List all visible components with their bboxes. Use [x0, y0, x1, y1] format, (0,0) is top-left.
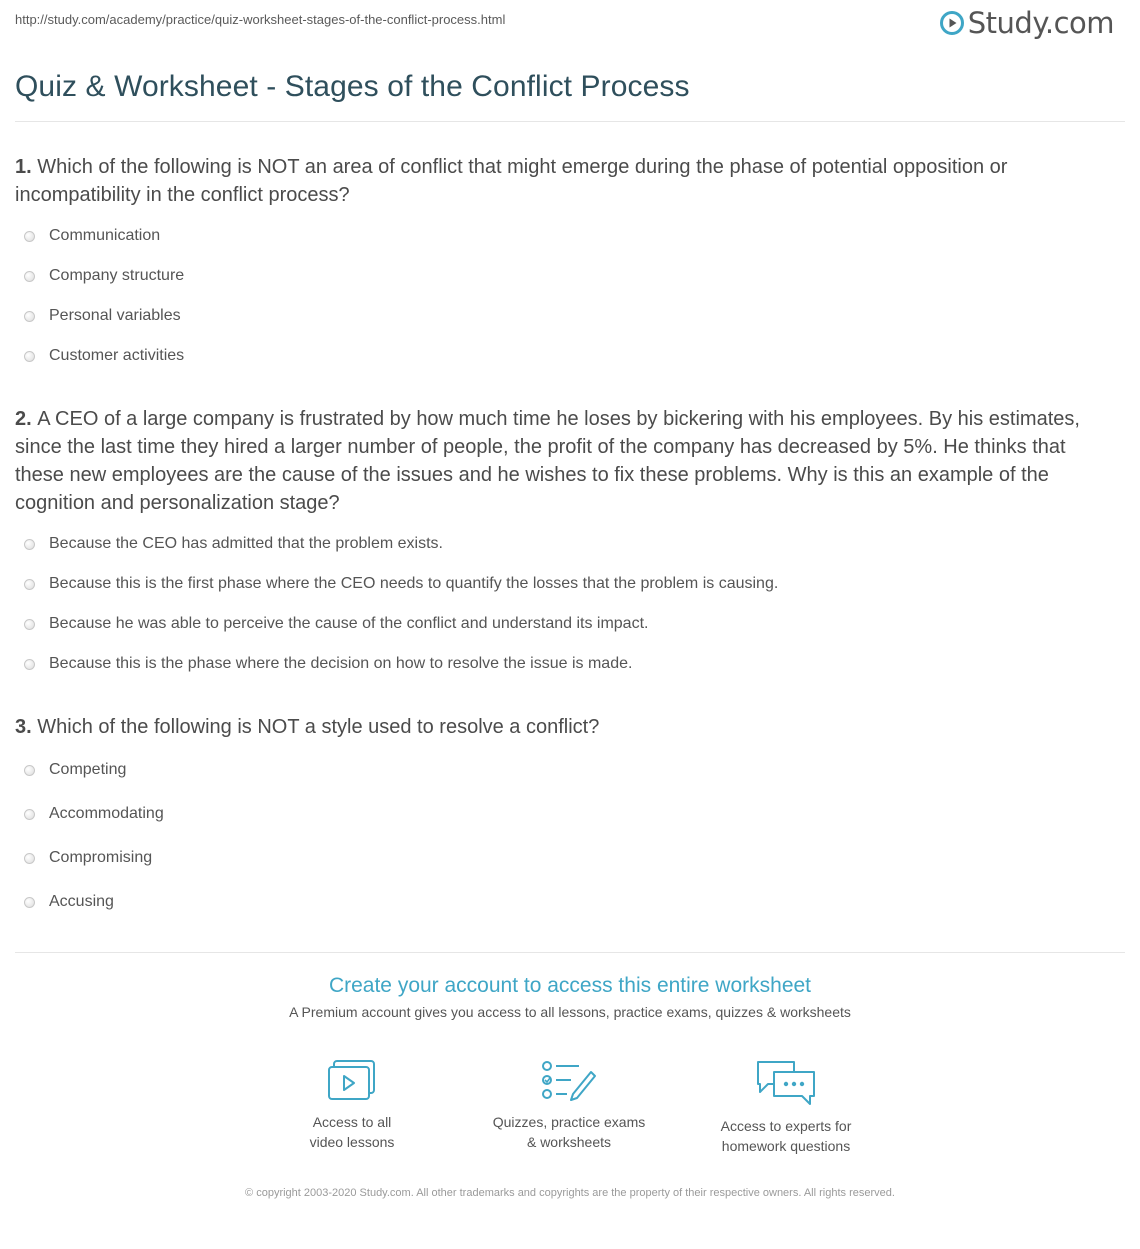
option-label: Personal variables — [49, 307, 181, 324]
feature-line-1: Access to all — [312, 1114, 392, 1130]
answer-option[interactable] — [15, 524, 1115, 564]
divider — [15, 121, 1125, 122]
answer-option[interactable] — [15, 564, 1115, 604]
answer-option[interactable] — [15, 336, 1115, 376]
logo-text: Study.com — [967, 6, 1114, 40]
answer-option[interactable] — [15, 792, 1115, 836]
question-text: A CEO of a large company is frustrated by how much time he loses by bickering with his employees. By his estimates, since the last time they hired a larger number of people, the profit of the company has decreased by 5%. He thinks that these new employees are the cause of the issues and he wishes to fix these problems. Why is this an example of the cognition and personalization stage? — [15, 408, 1080, 514]
quiz-checklist-icon — [541, 1058, 597, 1104]
cta-link[interactable]: Create your account to access this entire worksheet — [328, 974, 812, 997]
radio-button[interactable] — [24, 231, 35, 242]
question-text: Which of the following is NOT a style used to resolve a conflict? — [37, 716, 600, 738]
feature-experts — [686, 1058, 886, 1156]
radio-button[interactable] — [24, 351, 35, 362]
option-label: Because the CEO has admitted that the problem exists. — [49, 535, 443, 552]
video-lessons-icon — [326, 1058, 378, 1104]
feature-video-lessons — [252, 1058, 452, 1152]
study-logo[interactable] — [940, 6, 1114, 40]
option-label: Competing — [49, 761, 127, 778]
answer-option[interactable] — [15, 296, 1115, 336]
radio-button[interactable] — [24, 809, 35, 820]
question-2-options — [15, 524, 1115, 684]
option-label: Compromising — [49, 849, 153, 866]
feature-line-1: Access to experts for — [720, 1118, 852, 1134]
question-2 — [15, 405, 1115, 517]
option-label: Company structure — [49, 267, 185, 284]
radio-button[interactable] — [24, 311, 35, 322]
answer-option[interactable] — [15, 748, 1115, 792]
radio-button[interactable] — [24, 897, 35, 908]
option-label: Communication — [49, 227, 161, 244]
question-number: 1. — [15, 156, 32, 178]
answer-option[interactable] — [15, 216, 1115, 256]
copyright: © copyright 2003-2020 Study.com. All other trademarks and copyrights are the property of their respective owners. All rights reserved. — [245, 1187, 895, 1199]
answer-option[interactable] — [15, 644, 1115, 684]
option-label: Accusing — [49, 893, 114, 910]
signup-cta — [0, 974, 1140, 1020]
feature-line-2: video lessons — [309, 1134, 395, 1150]
divider — [15, 952, 1125, 953]
option-label: Because this is the first phase where the CEO needs to quantify the losses that the problem is causing. — [49, 575, 779, 592]
question-1 — [15, 153, 1115, 209]
feature-line-2: homework questions — [721, 1138, 851, 1154]
question-3-options — [15, 748, 1115, 924]
radio-button[interactable] — [24, 659, 35, 670]
option-label: Accommodating — [49, 805, 164, 822]
answer-option[interactable] — [15, 836, 1115, 880]
option-label: Customer activities — [49, 347, 185, 364]
question-text: Which of the following is NOT an area of conflict that might emerge during the phase of potential opposition or incompatibility in the conflict process? — [15, 156, 1008, 206]
answer-option[interactable] — [15, 604, 1115, 644]
question-3 — [15, 713, 1115, 741]
answer-option[interactable] — [15, 256, 1115, 296]
chat-bubbles-icon — [754, 1058, 818, 1108]
feature-line-2: & worksheets — [526, 1134, 612, 1150]
page-url: http://study.com/academy/practice/quiz-worksheet-stages-of-the-conflict-process.html — [15, 12, 506, 27]
question-number: 2. — [15, 408, 32, 430]
radio-button[interactable] — [24, 765, 35, 776]
cta-subtitle: A Premium account gives you access to all lessons, practice exams, quizzes & worksheets — [289, 1004, 851, 1020]
radio-button[interactable] — [24, 853, 35, 864]
play-circle-icon — [940, 11, 964, 35]
question-number: 3. — [15, 716, 32, 738]
page-title: Quiz & Worksheet - Stages of the Conflict Process — [15, 70, 690, 103]
question-1-options — [15, 216, 1115, 376]
feature-quizzes — [469, 1058, 669, 1152]
feature-list — [0, 1058, 1140, 1168]
radio-button[interactable] — [24, 579, 35, 590]
feature-line-1: Quizzes, practice exams — [492, 1114, 646, 1130]
option-label: Because this is the phase where the decision on how to resolve the issue is made. — [49, 655, 633, 672]
radio-button[interactable] — [24, 271, 35, 282]
radio-button[interactable] — [24, 539, 35, 550]
radio-button[interactable] — [24, 619, 35, 630]
answer-option[interactable] — [15, 880, 1115, 924]
option-label: Because he was able to perceive the cause of the conflict and understand its impact. — [49, 615, 649, 632]
